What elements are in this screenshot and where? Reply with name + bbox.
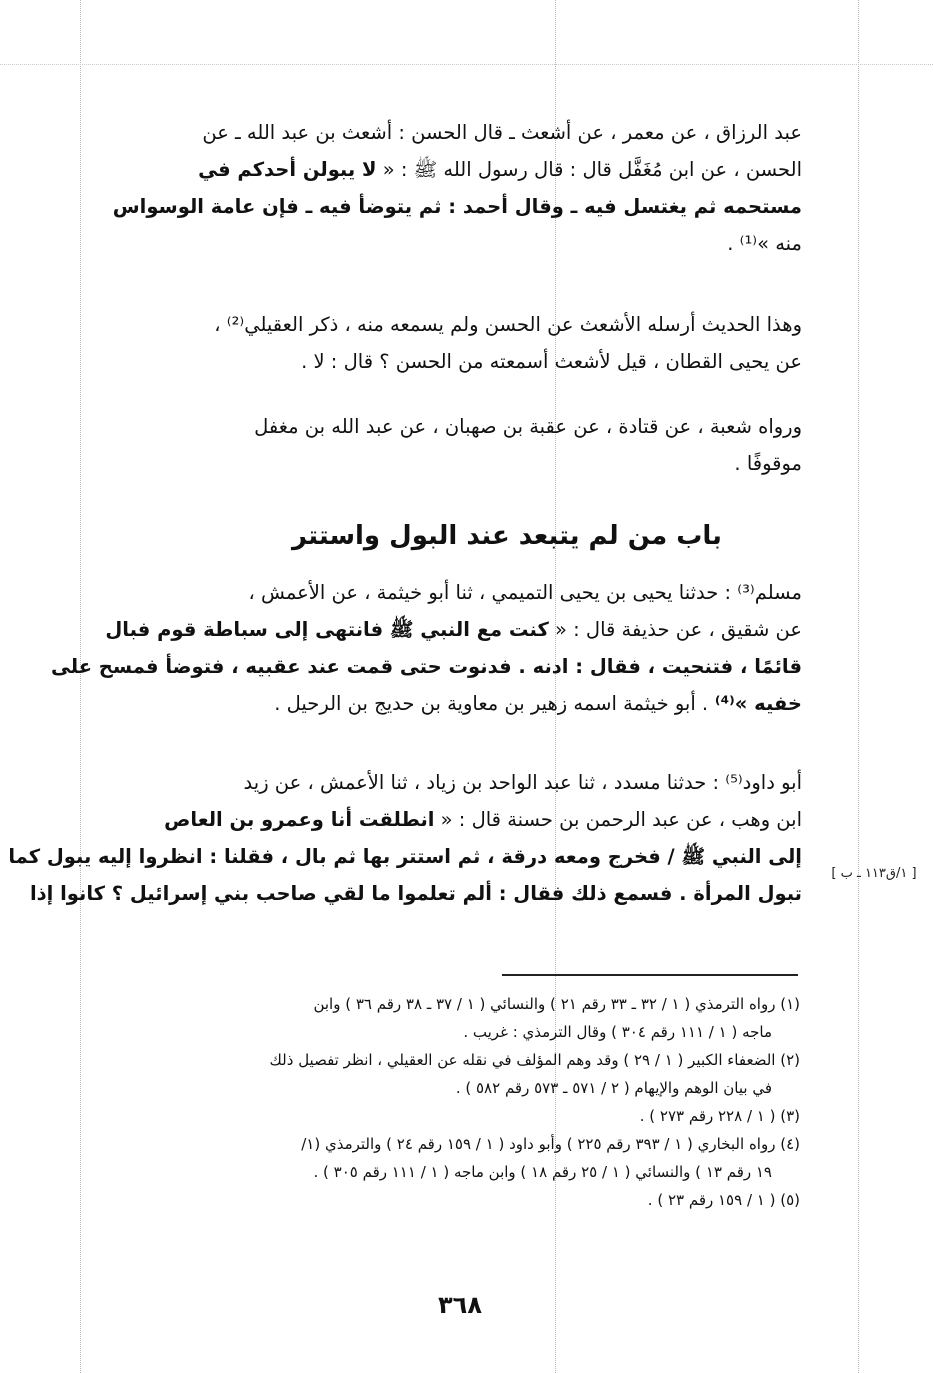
footnote-4: (٤) رواه البخاري ( ١ / ٣٩٣ رقم ٢٢٥ ) وأبو داود ( ١ / ١٥٩ رقم ٢٤ ) والترمذي (١/ xyxy=(301,1135,800,1153)
text-run: عن شقيق ، عن حذيفة قال : « xyxy=(548,618,802,641)
paragraph-hadith-3 xyxy=(8,764,802,912)
scan-artifact-line xyxy=(0,64,933,65)
paragraph-hadith-2 xyxy=(51,574,802,722)
text-line: وهذا الحديث أرسله الأشعث عن الحسن ولم يسمعه منه ، ذكر العقيلي⁽²⁾ ، xyxy=(214,313,802,336)
hadith-text: كنت مع النبي ﷺ فانتهى إلى سباطة قوم فبال xyxy=(105,618,549,641)
text-line: عن يحيى القطان ، قيل لأشعث أسمعته من الحسن ؟ قال : لا . xyxy=(301,350,802,373)
footnote-separator xyxy=(502,974,798,976)
hadith-text: خفيه »⁽⁴⁾ xyxy=(708,692,802,715)
paragraph-commentary xyxy=(212,306,802,380)
hadith-text: قائمًا ، فتنحيت ، فقال : ادنه . فدنوت حتى قمت عند عقبيه ، فتوضأ فمسح على xyxy=(51,655,802,678)
text-line xyxy=(212,685,802,722)
footnote-4-cont: ١٩ رقم ١٣ ) والنسائي ( ١ / ٢٥ رقم ١٨ ) وابن ماجه ( ١ / ١١١ رقم ٣٠٥ ) . xyxy=(313,1163,772,1181)
page-number: ٣٦٨ xyxy=(438,1291,482,1319)
hadith-text: لا يبولن أحدكم في xyxy=(198,158,377,181)
paragraph-narration xyxy=(212,408,802,482)
footnote-1: (١) رواه الترمذي ( ١ / ٣٢ ـ ٣٣ رقم ٢١ ) والنسائي ( ١ / ٣٧ ـ ٣٨ رقم ٣٦ ) وابن xyxy=(313,995,800,1013)
text-run: ابن وهب ، عن عبد الرحمن بن حسنة قال : « xyxy=(434,808,802,831)
manuscript-folio-note: [ ١/ق١١٣ ـ ب ] xyxy=(831,866,917,881)
footnote-3: (٣) ( ١ / ٢٢٨ رقم ٢٧٣ ) . xyxy=(639,1107,800,1125)
text-line: أبو داود⁽⁵⁾ : حدثنا مسدد ، ثنا عبد الواحد بن زياد ، ثنا الأعمش ، عن زيد xyxy=(243,771,802,794)
hadith-text: انطلقت أنا وعمرو بن العاص xyxy=(164,808,435,831)
text-line: موقوفًا . xyxy=(734,452,802,475)
hadith-text: مستحمه ثم يغتسل فيه ـ وقال أحمد : ثم يتوضأ فيه ـ فإن عامة الوسواس xyxy=(112,195,802,218)
footnote-2-cont: في بيان الوهم والإيهام ( ٢ / ٥٧١ ـ ٥٧٣ رقم ٥٨٢ ) . xyxy=(455,1079,772,1097)
hadith-text: إلى النبي ﷺ / فخرج ومعه درقة ، ثم استتر بها ثم بال ، فقلنا : انظروا إليه يبول كما xyxy=(8,845,802,868)
text-line: مسلم⁽³⁾ : حدثنا يحيى بن يحيى التميمي ، ثنا أبو خيثمة ، عن الأعمش ، xyxy=(248,581,802,604)
footnote-1-cont: ماجه ( ١ / ١١١ رقم ٣٠٤ ) وقال الترمذي : غريب . xyxy=(463,1023,772,1041)
footnotes xyxy=(60,990,800,1214)
scan-artifact-line xyxy=(858,0,859,1373)
text-run: الحسن ، عن ابن مُغَفَّل قال : قال رسول الله ﷺ : « xyxy=(376,158,802,181)
paragraph-hadith-1 xyxy=(112,114,802,262)
footnote-2: (٢) الضعفاء الكبير ( ١ / ٢٩ ) وقد وهم المؤلف في نقله عن العقيلي ، انظر تفصيل ذلك xyxy=(269,1051,800,1069)
text-line: منه »⁽¹⁾ . xyxy=(727,232,802,255)
text-line xyxy=(198,151,802,188)
chapter-heading: باب من لم يتبعد عند البول واستتر xyxy=(292,521,722,551)
text-line xyxy=(105,611,802,648)
text-line xyxy=(164,801,802,838)
text-line: ورواه شعبة ، عن قتادة ، عن عقبة بن صهبان ، عن عبد الله بن مغفل xyxy=(254,415,802,438)
footnote-5: (٥) ( ١ / ١٥٩ رقم ٢٣ ) . xyxy=(647,1191,800,1209)
hadith-text: تبول المرأة . فسمع ذلك فقال : ألم تعلموا ما لقي صاحب بني إسرائيل ؟ كانوا إذا xyxy=(29,882,802,905)
text-line: عبد الرزاق ، عن معمر ، عن أشعث ـ قال الحسن : أشعث بن عبد الله ـ عن xyxy=(202,121,802,144)
text-run: . أبو خيثمة اسمه زهير بن معاوية بن حديج بن الرحيل . xyxy=(274,692,709,715)
